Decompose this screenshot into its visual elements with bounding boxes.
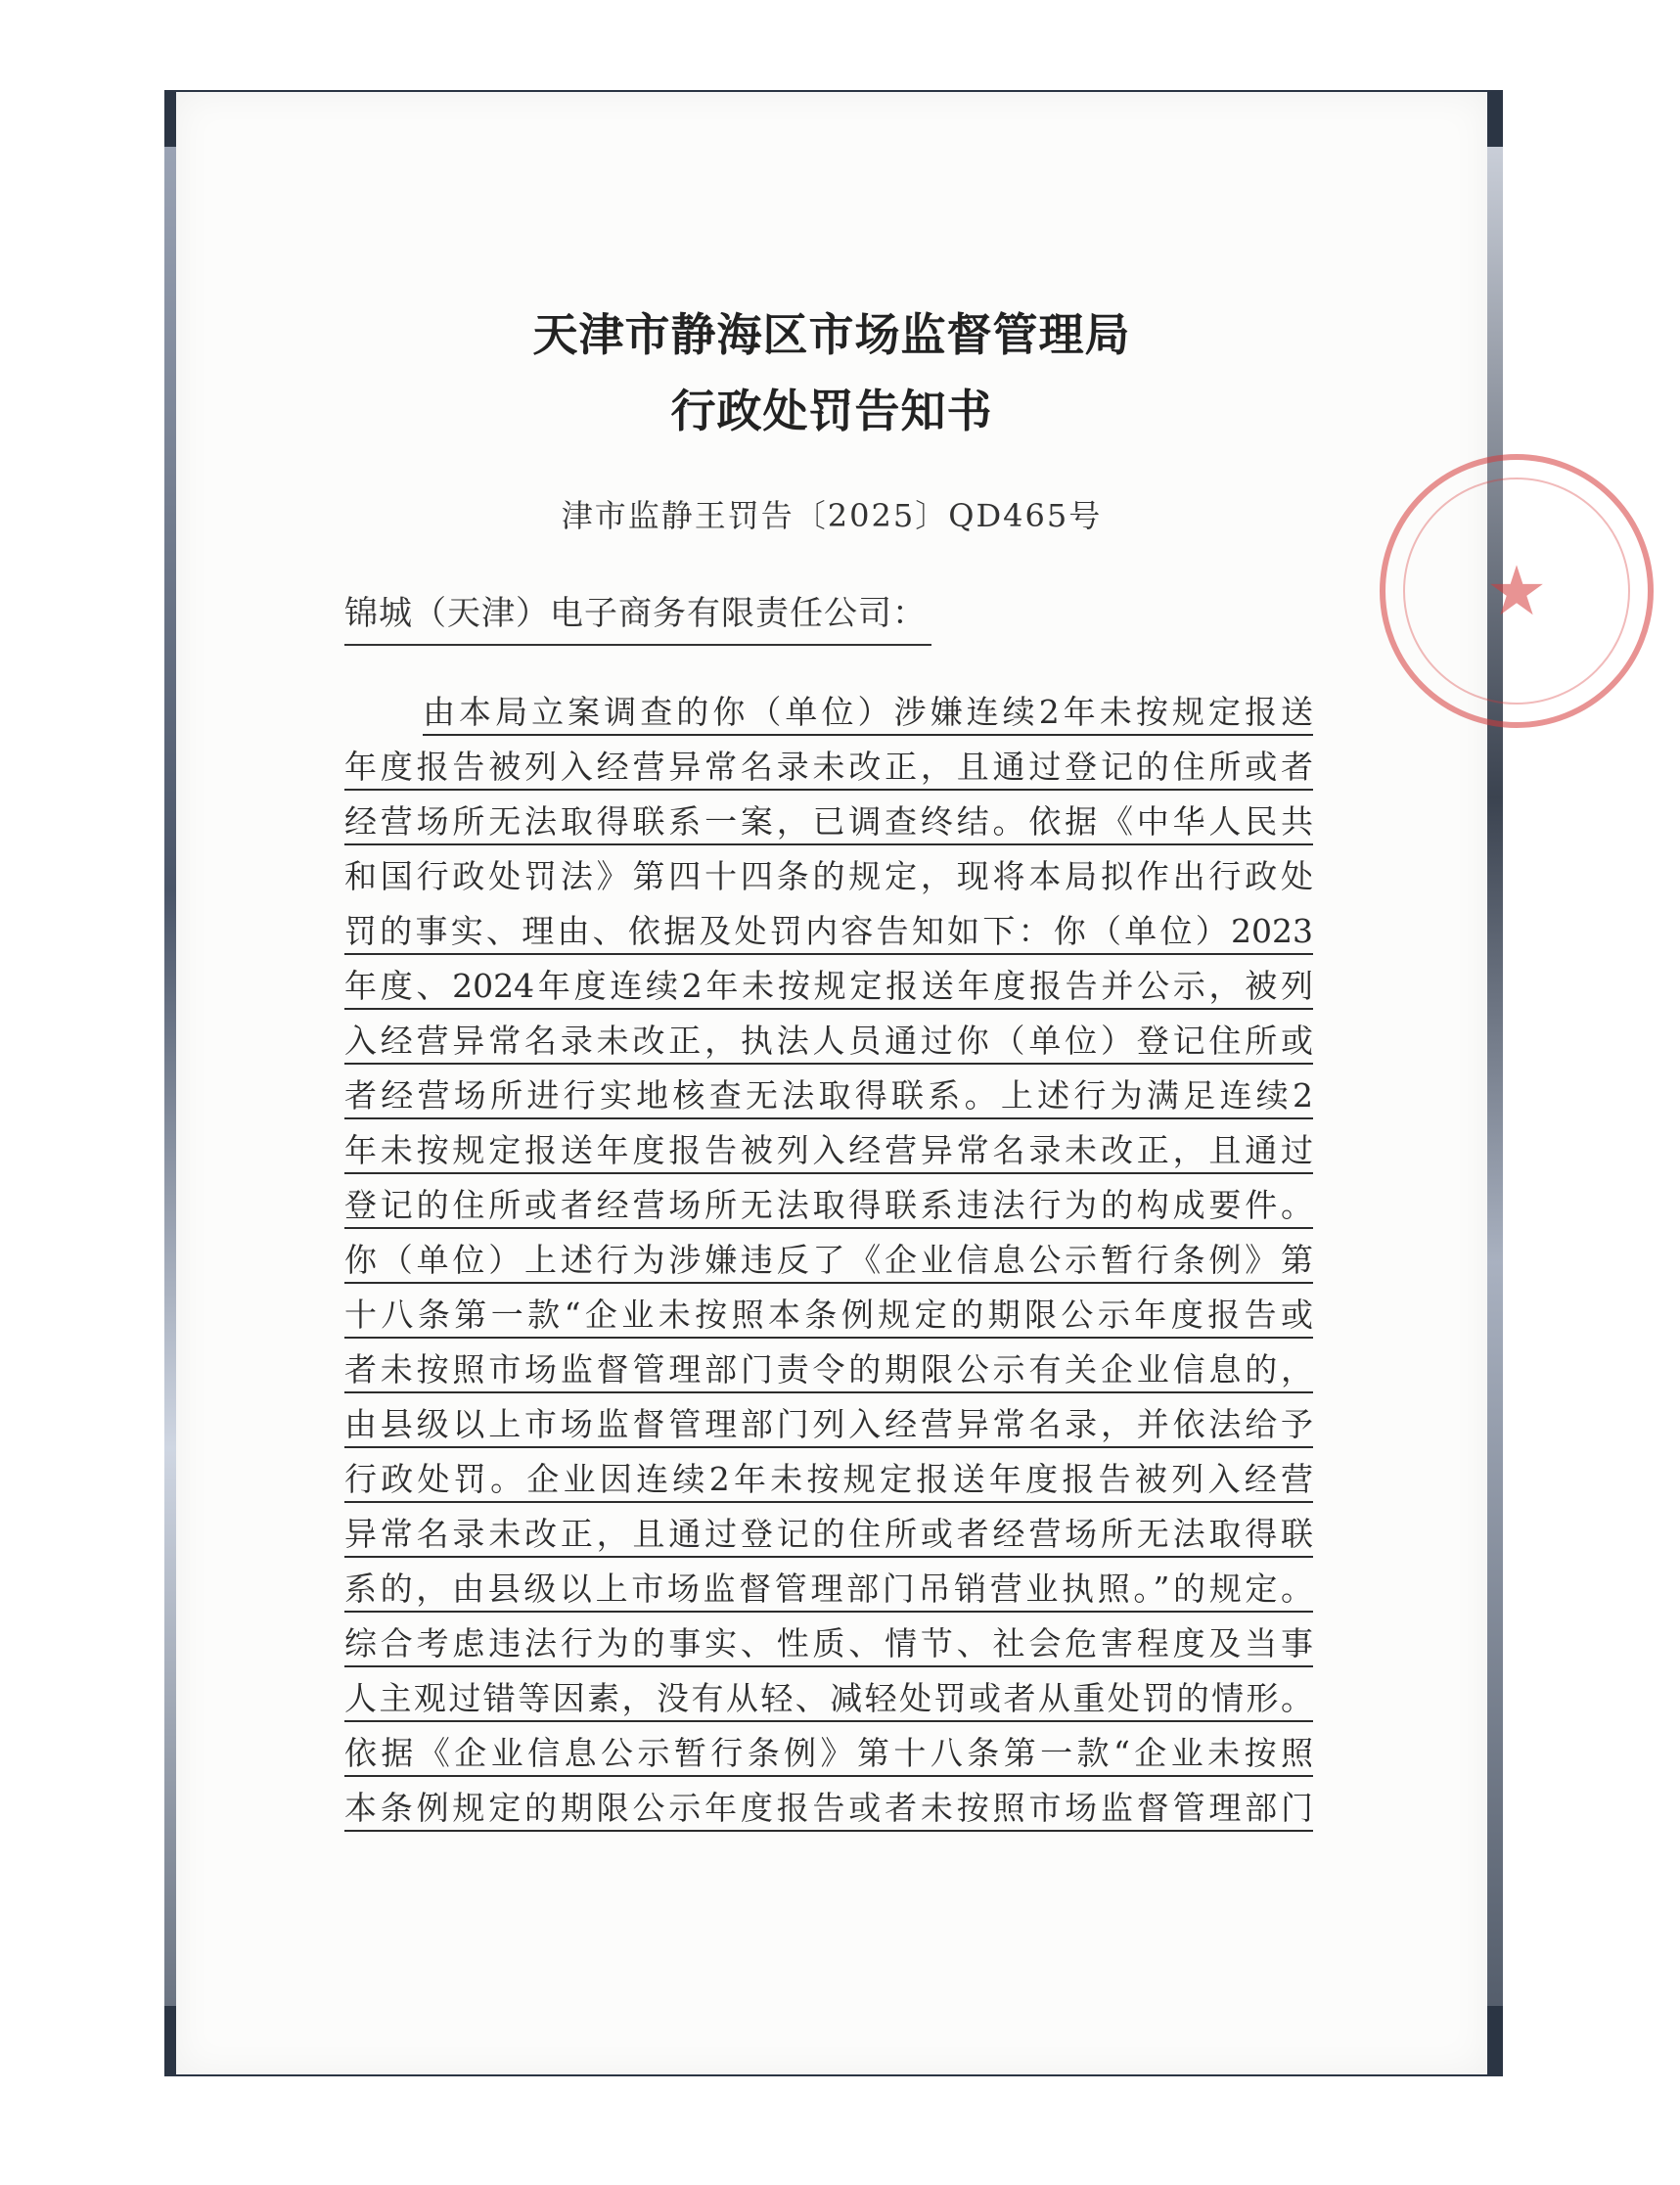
body-line-21: 本条例规定的期限公示年度报告或者未按照市场监督管理部门: [344, 1787, 1313, 1832]
body-line-11: 你（单位）上述行为涉嫌违反了《企业信息公示暂行条例》第: [344, 1239, 1313, 1284]
body-line-20: 依据《企业信息公示暂行条例》第十八条第一款“企业未按照: [344, 1732, 1313, 1777]
body-line-17: 系的，由县级以上市场监督管理部门吊销营业执照。”的规定。: [344, 1568, 1313, 1613]
body-line-4: 和国行政处罚法》第四十四条的规定，现将本局拟作出行政处: [344, 857, 1313, 895]
body-line-10: 登记的住所或者经营场所无法取得联系违法行为的构成要件。: [344, 1184, 1313, 1229]
document-page: [176, 92, 1548, 2074]
background-edge-right: [1485, 147, 1503, 2006]
body-line-5: 罚的事实、理由、依据及处罚内容告知如下：你（单位）2023: [344, 910, 1313, 955]
body-line-16: 异常名录未改正，且通过登记的住所或者经营场所无法取得联: [344, 1513, 1313, 1558]
document-number: 津市监静王罚告〔2025〕QD465号: [561, 497, 1103, 534]
body-line-15: 行政处罚。企业因连续2年未按规定报送年度报告被列入经营: [344, 1458, 1313, 1503]
body-line-9: 年未按规定报送年度报告被列入经营异常名录未改正，且通过: [344, 1129, 1313, 1174]
official-seal-stamp: [1380, 454, 1654, 728]
document-title: 天津市静海区市场监督管理局: [532, 308, 1131, 361]
recipient-name: 锦城（天津）电子商务有限责任公司：: [344, 589, 931, 646]
body-line-12: 十八条第一款“企业未按照本条例规定的期限公示年度报告或: [344, 1294, 1313, 1339]
seal-star-icon: ★: [1485, 551, 1548, 631]
body-line-8: 者经营场所进行实地核查无法取得联系。上述行为满足连续2: [344, 1074, 1313, 1119]
body-line-18: 综合考虑违法行为的事实、性质、情节、社会危害程度及当事: [344, 1622, 1313, 1667]
body-line-13: 者未按照市场监督管理部门责令的期限公示有关企业信息的，: [344, 1348, 1313, 1393]
body-line-7: 入经营异常名录未改正，执法人员通过你（单位）登记住所或: [344, 1020, 1313, 1065]
body-line-1: 由本局立案调查的你（单位）涉嫌连续2年未按规定报送: [423, 691, 1313, 736]
body-line-6: 年度、2024年度连续2年未按规定报送年度报告并公示，被列: [344, 965, 1313, 1010]
body-line-14: 由县级以上市场监督管理部门列入经营异常名录，并依法给予: [344, 1403, 1313, 1448]
body-line-3: 经营场所无法取得联系一案，已调查终结。依据《中华人民共: [344, 800, 1313, 845]
body-line-19: 人主观过错等因素，没有从轻、减轻处罚或者从重处罚的情形。: [344, 1677, 1313, 1722]
body-line-2: 年度报告被列入经营异常名录未改正，且通过登记的住所或者: [344, 746, 1313, 791]
document-subtitle: 行政处罚告知书: [670, 385, 993, 437]
